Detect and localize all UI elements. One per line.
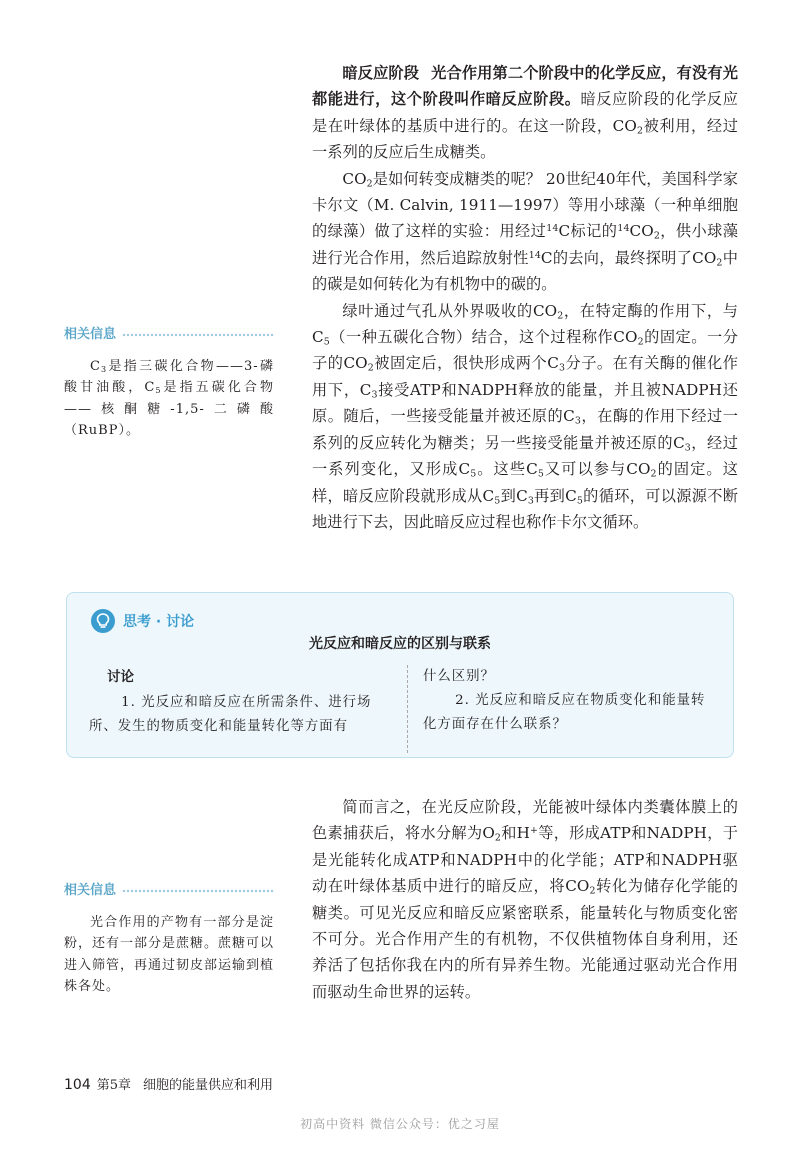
related-info-sidebar-1: [64, 324, 274, 442]
lightbulb-icon: [91, 609, 115, 633]
chapter-title: 细胞的能量供应和利用: [143, 1078, 274, 1093]
related-info-text: $C_3$是指三碳化合物——3-磷酸甘油酸，$C_5$是指五碳化合物——核酮糖-1,5-二磷酸（RuBP）。: [64, 358, 274, 438]
chapter-number: 第5章: [96, 1078, 132, 1093]
dotted-rule: [122, 888, 274, 894]
think-discuss-label: 思考 · 讨论: [123, 614, 195, 630]
discussion-right-column: [423, 665, 713, 737]
page-footer: [64, 1074, 273, 1093]
related-info-sidebar-2: [64, 880, 274, 998]
question-1: 1. 光反应和暗反应在所需条件、进行场所、发生的物质变化和能量转化等方面有: [89, 695, 372, 734]
calvin-experiment-paragraph: $CO_2$是如何转变成糖类的呢？ 20世纪40年代，美国科学家卡尔文（M. Calvin, 1911—1997）等用小球藻（一种单细胞的绿藻）做了这样的实验：用经过$^{14}$C标记的$^{14}CO_2$，供小球藻进行光合作用，然后追踪放射性$^{14}$C的去向，最终探明了$CO_2$中的碳是如何转化为有机物中的碳的。: [312, 169, 738, 294]
related-info-heading: 相关信息: [64, 324, 274, 346]
question-2: 2. 光反应和暗反应在物质变化和能量转化方面存在什么联系？: [423, 693, 706, 732]
watermark: 初高中资料 微信公众号：优之习屋: [300, 1117, 500, 1131]
column-divider: [407, 665, 408, 753]
think-discuss-box: [66, 592, 734, 758]
related-info-text: 光合作用的产物有一部分是淀粉，还有一部分是蔗糖。蔗糖可以进入筛管，再通过韧皮部运输到植株各处。: [64, 914, 275, 994]
dotted-rule: [122, 332, 274, 338]
page-number: 104: [64, 1077, 91, 1093]
question-1-continued: 什么区别？: [423, 669, 495, 684]
term-dark-reaction: 暗反应阶段: [342, 64, 420, 82]
related-info-heading: 相关信息: [64, 880, 274, 902]
discussion-left-column: [89, 665, 391, 739]
dark-reaction-definition: 暗反应阶段 光合作用第二个阶段中的化学反应，有没有光都能进行，这个阶段叫作暗反应阶段。暗反应阶段的化学反应是在叶绿体的基质中进行的。在这一阶段，$CO_2$被利用，经过一系列的反应后生成糖类。: [312, 64, 739, 162]
summary-section: [312, 794, 738, 1005]
think-discuss-title: 光反应和暗反应的区别与联系: [309, 636, 491, 652]
dark-reaction-section: [312, 60, 738, 535]
discuss-label: 讨论: [107, 669, 134, 685]
calvin-cycle-paragraph: 绿叶通过气孔从外界吸收的$CO_2$，在特定酶的作用下，与$C_5$（一种五碳化合物）结合，这个过程称作$CO_2$的固定。一分子的$CO_2$被固定后，很快形成两个$C_3$分子。在有关酶的催化作用下，$C_3$接受ATP和NADPH释放的能量，并且被NADPH还原。随后，一些接受能量并被还原的$C_3$，在酶的作用下经过一系列的反应转化为糖类；另一些接受能量并被还原的$C_3$，经过一系列变化，又形成$C_5$。这些$C_5$又可以参与$CO_2$的固定。这样，暗反应阶段就形成从$C_5$到$C_3$再到$C_5$的循环，可以源源不断地进行下去，因此暗反应过程也称作卡尔文循环。: [312, 301, 739, 531]
summary-paragraph: 简而言之，在光反应阶段，光能被叶绿体内类囊体膜上的色素捕获后，将水分解为$O_2$和H+等，形成ATP和NADPH，于是光能转化成ATP和NADPH中的化学能；ATP和NADPH驱动在叶绿体基质中进行的暗反应，将$CO_2$转化为储存化学能的糖类。可见光反应和暗反应紧密联系，能量转化与物质变化密不可分。光合作用产生的有机物，不仅供植物体自身利用，还养活了包括你我在内的所有异养生物。光能通过驱动光合作用而驱动生命世界的运转。: [312, 798, 739, 1001]
